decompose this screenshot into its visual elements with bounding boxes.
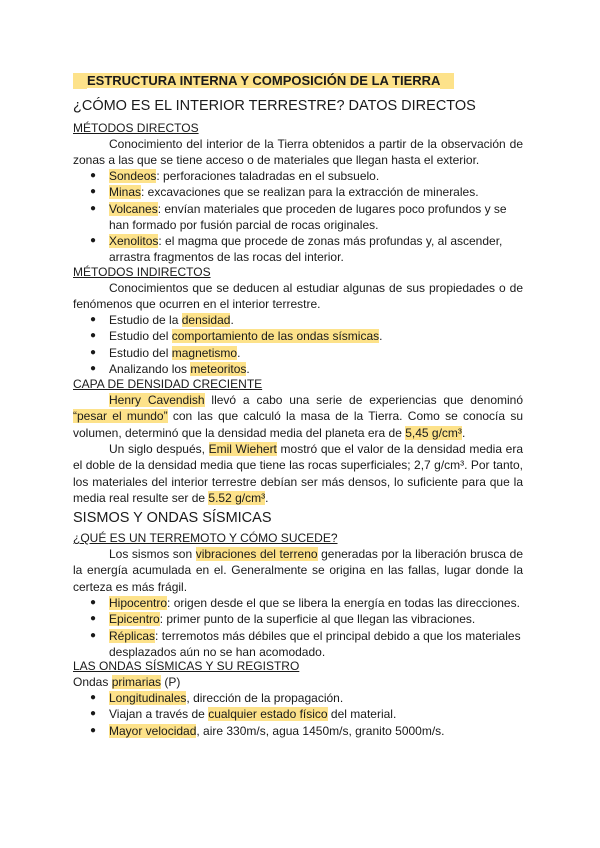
list-item: ● Mayor velocidad, aire 330m/s, agua 1450m/s, granito 5000m/s. — [90, 723, 445, 738]
list-item: ● Sondeos: perforaciones taladradas en el subsuelo. — [90, 169, 380, 183]
list-metodos-indirectos — [73, 312, 523, 377]
list-item: ● Estudio de la densidad. — [90, 313, 234, 327]
list-item: ● Volcanes: envían materiales que proceden de lugares poco profundos y se han formado por fusión parcial de rocas originales. — [90, 201, 507, 232]
paragraph-terremoto: Los sismos son vibraciones del terreno generadas por la liberación brusca de la energía acumulada en el. Generalmente se origina en las fallas, lugar donde la certeza es más frágil. — [73, 547, 523, 594]
subheading-capa-densidad: CAPA DE DENSIDAD CRECIENTE — [73, 377, 263, 391]
document-title: ESTRUCTURA INTERNA Y COMPOSICIÓN DE LA TIERRA — [73, 73, 454, 89]
paragraph-metodos-indirectos: Conocimientos que se deducen al estudiar algunas de sus propiedades o de fenómenos que ocurren en el interior terrestre. — [73, 281, 523, 312]
list-item: ● Epicentro: primer punto de la superficie al que llegan las vibraciones. — [90, 612, 476, 627]
list-item: ● Estudio del magnetismo. — [90, 345, 241, 360]
section-heading-datos-directos: ¿CÓMO ES EL INTERIOR TERRESTRE? DATOS DIRECTOS — [73, 98, 476, 114]
ondas-primarias-line: Ondas primarias (P) — [73, 675, 181, 689]
list-item: ● Analizando los meteoritos. — [90, 361, 250, 376]
list-item: ● Longitudinales, dirección de la propagación. — [90, 691, 344, 705]
subheading-metodos-indirectos: MÉTODOS INDIRECTOS — [73, 265, 211, 279]
list-terremoto — [73, 595, 523, 660]
list-item: ● Estudio del comportamiento de las ondas sísmicas. — [90, 329, 383, 344]
list-item: ● Xenolitos: el magma que procede de zonas más profundas y, al ascender, arrastra fragmentos de las rocas del interior. — [90, 234, 503, 265]
subheading-terremoto: ¿QUÉ ES UN TERREMOTO Y CÓMO SUCEDE? — [73, 531, 338, 545]
paragraph-cavendish: Henry Cavendish llevó a cabo una serie de experiencias que denominó “pesar el mundo” con las que calculó la masa de la Tierra. Como se conocía su volumen, determinó que la densidad media del planeta era de 5,45 g/cm³. — [73, 393, 524, 440]
list-item: ● Réplicas: terremotos más débiles que el principal debido a que los materiales desplazados aún no se han acomodado. — [90, 628, 521, 659]
list-item: ● Viajan a través de cualquier estado físico del material. — [90, 707, 397, 722]
paragraph-wiehert: Un siglo después, Emil Wiehert mostró que el valor de la densidad media era el doble de la densidad media que tiene las rocas superficiales; 2,7 g/cm³. Por tanto, los materiales del interior terrestre debían ser más densos, lo suficiente para que la media real resulte ser de 5.52 g/cm³. — [73, 442, 523, 505]
list-item: ● Minas: excavaciones que se realizan para la extracción de minerales. — [90, 185, 479, 200]
list-metodos-directos — [73, 168, 523, 266]
list-item: ● Hipocentro: origen desde el que se libera la energía en todas las direcciones. — [90, 596, 520, 610]
list-ondas-primarias — [73, 690, 523, 739]
subheading-ondas-sismicas: LAS ONDAS SÍSMICAS Y SU REGISTRO — [73, 659, 300, 673]
subheading-metodos-directos: MÉTODOS DIRECTOS — [73, 121, 199, 135]
section-heading-sismos: SISMOS Y ONDAS SÍSMICAS — [73, 510, 272, 526]
paragraph-metodos-directos: Conocimiento del interior de la Tierra obtenidos a partir de la observación de zonas a las que se tiene acceso o de materiales que llegan hasta el exterior. — [73, 137, 523, 168]
